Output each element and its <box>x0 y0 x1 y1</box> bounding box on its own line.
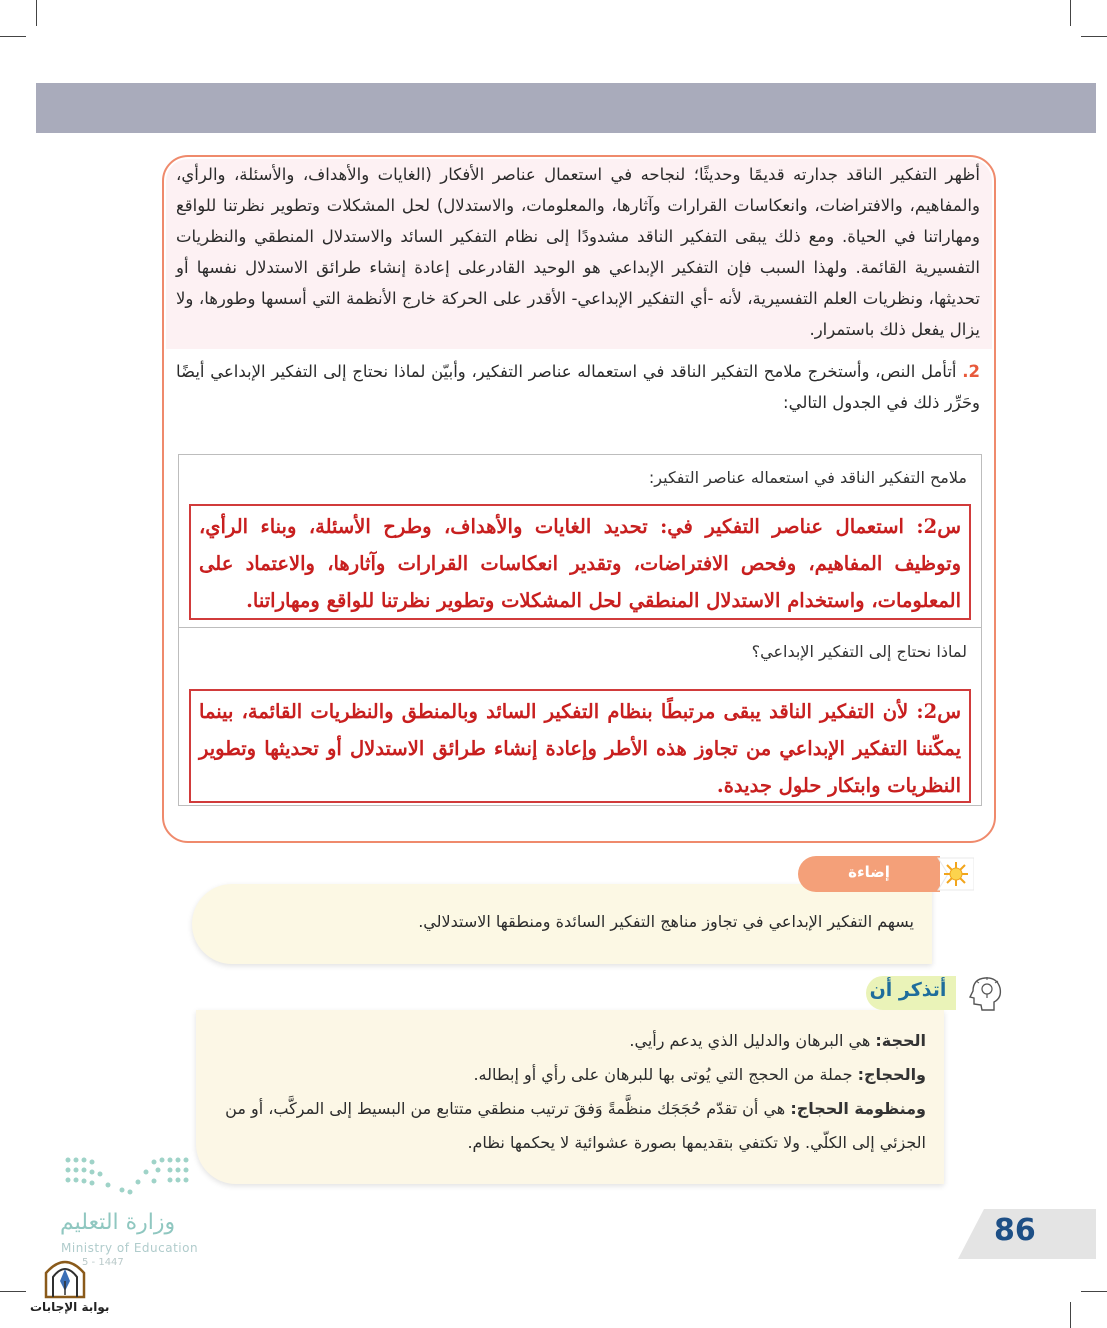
crop-mark <box>1070 0 1071 26</box>
thinking-head-icon <box>964 972 1006 1014</box>
remember-box <box>196 1010 944 1184</box>
activity-frame <box>162 155 996 843</box>
note-text: يسهم التفكير الإبداعي في تجاوز مناهج التفكير السائدة ومنطقها الاستدلالي. <box>418 912 914 931</box>
portal-name: بوابة الإجابات <box>30 1300 110 1314</box>
portal-logo-icon <box>42 1255 88 1299</box>
definition-item: والحجاج: جملة من الحجج التي يُوتى بها للبرهان على رأي أو إبطاله. <box>473 1065 926 1084</box>
remember-title: أتذكر أن <box>869 979 947 1001</box>
row2-label: لماذا نحتاج إلى التفكير الإبداعي؟ <box>751 642 967 661</box>
ministry-name-en: Ministry of Education <box>61 1241 199 1255</box>
question-text <box>176 356 980 418</box>
intro-paragraph: أظهر التفكير الناقد جدارته قديمًا وحديثًا؛ لنجاحه في استعمال عناصر الأفكار (الغايات والأهداف، والأسئلة، والرأي، والمفاهيم، والافتراضات، وانعكاسات القرارات وآثارها، والمعلومات، والاستدلال) لحل المشكلات وتطوير نظرتنا للواقع ومهاراتنا في الحياة. ومع ذلك يبقى التفكير الناقد مشدودًا إلى نظام التفكير السائد والاستدلال المنطقي والنظريات التفسيرية القائمة. ولهذا السبب فإن التفكير الإبداعي هو الوحيد القادرعلى إعادة إنشاء طرائق الاستدلال نفسها أو تحديثها، ونظريات العلم التفسيرية، لأنه -أي التفكير الإبداعي- الأقدر على الحركة خارج الأنظمة التي أسسها وطورها، ولا يزال يفعل ذلك باستمرار. <box>176 165 980 339</box>
answer-table <box>178 454 982 806</box>
note-tag <box>798 856 940 892</box>
question-number: 2. <box>962 362 980 381</box>
ministry-year: 5 - 1447 <box>82 1257 124 1268</box>
page-number: 86 <box>994 1213 1036 1248</box>
row1-label: ملامح التفكير الناقد في استعماله عناصر التفكير: <box>648 468 967 487</box>
crop-mark <box>1081 36 1107 37</box>
note-tag-label: إضاءة <box>848 863 890 881</box>
sun-icon <box>934 856 974 892</box>
header-band <box>36 83 1096 133</box>
note-box <box>192 884 932 964</box>
crop-mark <box>1081 1291 1107 1292</box>
question-body: أتأمل النص، وأستخرج ملامح التفكير الناقد في استعماله عناصر التفكير، وأبيّن لماذا نحتاج إلى التفكير الإبداعي أيضًا وحَرِّر ذلك في الجدول التالي: <box>176 362 980 412</box>
remember-tab <box>866 976 956 1010</box>
row1-answer[interactable]: س2: استعمال عناصر التفكير في: تحديد الغايات والأهداف، وطرح الأسئلة، وبناء الرأي، وتوظيف المفاهيم، وفحص الافتراضات، وتقدير انعكاسات القرارات وآثارها، والاعتماد على المعلومات، واستخدام الاستدلال المنطقي لحل المشكلات وتطوير نظرتنا للواقع ومهاراتنا. <box>189 504 971 620</box>
crop-mark <box>1070 1302 1071 1328</box>
row2-answer[interactable]: س2: لأن التفكير الناقد يبقى مرتبطًا بنظام التفكير السائد وبالمنطق والنظريات القائمة، بينما يمكّننا التفكير الإبداعي من تجاوز هذه الأطر وإعادة إنشاء طرائق الاستدلال أو تحديثها وتطوير النظريات وابتكار حلول جديدة. <box>189 689 971 803</box>
table-divider <box>179 627 981 628</box>
definition-item: الحجة: هي البرهان والدليل الذي يدعم رأيي. <box>629 1031 926 1050</box>
crop-mark <box>0 1291 26 1292</box>
definition-item: ومنظومة الحجاج: هي أن تقدّم حُجَجَك منظَّمةً وَفقَ ترتيب منطقي متتابع من البسيط إلى المركَّب، أو من الجزئي إلى الكلّي. ولا تكتفي بتقديمها بصورة عشوائية لا يحكمها نظام. <box>225 1099 926 1152</box>
crop-mark <box>36 0 37 26</box>
ministry-logo-dots <box>62 1152 196 1196</box>
crop-mark <box>0 36 26 37</box>
ministry-name-ar: وزارة التعليم <box>60 1210 176 1235</box>
